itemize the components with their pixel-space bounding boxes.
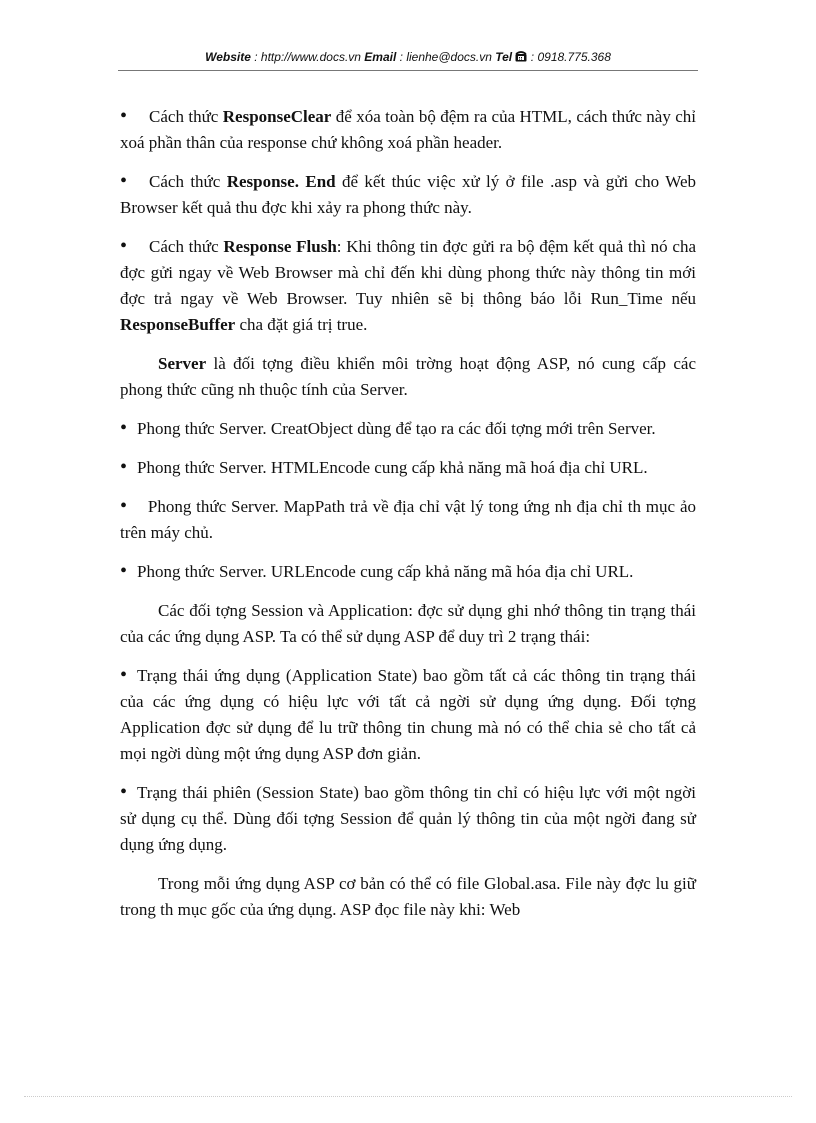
paragraph-text: Trạng thái ứng dụng (Application State) bao gồm tất cả các thông tin trạng thái của các ứng dụng có hiệu lực với tất cả ngời sử dụng ứng dụng. Đối tợng Application đợc sử dụng để lu trữ thông tin chung mà nó có thể chia sẻ cho tất cả mọi ngời dùng một ứng dụng ASP đơn giản.	[120, 666, 696, 763]
email-label: Email	[364, 50, 397, 64]
page-header	[118, 50, 698, 65]
paragraph-text: Cách thức	[149, 172, 227, 191]
footer-divider	[24, 1096, 792, 1097]
paragraph-response-clear: • Cách thức ResponseClear để xóa toàn bộ đệm ra của HTML, cách thức này chỉ xoá phần thân của response chứ không xoá phần header.	[120, 105, 696, 152]
document-body	[120, 104, 696, 923]
paragraph-text: để xóa toàn bộ đệm ra của HTML, cách thức này chỉ xoá phần thân của response chứ không xoá phần header.	[120, 107, 696, 152]
paragraph-text: cha đặt giá trị true.	[235, 315, 368, 334]
tel-label: Tel	[495, 50, 513, 64]
paragraph-text: Trong mỗi ứng dụng ASP cơ bản có thể có file Global.asa. File này đợc lu giữ trong th mục gốc của ứng dụng. ASP đọc file này khi: Web	[120, 874, 696, 919]
paragraph-text: Các đối tợng Session và Application: đợc sử dụng ghi nhớ thông tin trạng thái của các ứng dụng ASP. Ta có thể sử dụng ASP để duy trì 2 trạng thái:	[120, 601, 696, 646]
paragraph-text: : Khi thông tin đợc gửi ra bộ đệm kết quả thì nó cha đợc gửi ngay về Web Browser mà chỉ đến khi dùng phong thức này thông tin mới đợc trả ngay về Web Browser. Tuy nhiên sẽ bị thông báo lỗi Run_Time nếu	[120, 237, 696, 308]
paragraph-urlencode: • Phong thức Server. URLEncode cung cấp khả năng mã hóa địa chỉ URL.	[120, 560, 634, 582]
term-response-flush: Response Flush	[223, 237, 337, 256]
term-response-clear: ResponseClear	[222, 107, 332, 126]
term-response-buffer: ResponseBuffer	[120, 315, 236, 334]
term-server: Server	[158, 354, 207, 373]
paragraph-session-application	[120, 598, 696, 650]
paragraph-session-state: • Trạng thái phiên (Session State) bao gồm thông tin chỉ có hiệu lực với một ngời sử dụng cụ thể. Dùng đối tợng Session để quản lý thông tin của một ngời đang sử dụng ứng dụng.	[120, 781, 696, 854]
website-label: Website	[205, 50, 251, 64]
paragraph-text: để kết thúc việc xử lý ở file .asp và gửi cho Web Browser kết quả thu đợc khi xảy ra phong thức này.	[120, 172, 696, 217]
paragraph-text: Trạng thái phiên (Session State) bao gồm thông tin chỉ có hiệu lực với một ngời sử dụng cụ thể. Dùng đối tợng Session để quản lý thông tin của một ngời đang sử dụng ứng dụng.	[120, 783, 696, 854]
paragraph-response-flush: • Cách thức Response Flush: Khi thông tin đợc gửi ra bộ đệm kết quả thì nó cha đợc gửi ngay về Web Browser mà chỉ đến khi dùng phong thức này thông tin mới đợc trả ngay về Web Browser. Tuy nhiên sẽ bị thông báo lỗi Run_Time nếu ResponseBuffer cha đặt giá trị true.	[120, 235, 696, 334]
paragraph-mappath: • Phong thức Server. MapPath trả về địa chỉ vật lý tong ứng nh địa chỉ th mục ảo trên máy chủ.	[120, 495, 696, 542]
paragraph-creatobject: • Phong thức Server. CreatObject dùng để tạo ra các đối tợng mới trên Server.	[120, 417, 656, 439]
phone-icon	[515, 51, 527, 65]
term-response-end: Response. End	[226, 172, 336, 191]
paragraph-text: là đối tợng điều khiển môi trờng hoạt động ASP, nó cung cấp các phong thức cũng nh thuộc tính của Server.	[120, 354, 696, 399]
paragraph-htmlencode: • Phong thức Server. HTMLEncode cung cấp khả năng mã hoá địa chỉ URL.	[120, 456, 648, 478]
paragraph-text: Phong thức Server. MapPath trả về địa chỉ vật lý tong ứng nh địa chỉ th mục ảo trên máy chủ.	[120, 497, 696, 542]
paragraph-text: Cách thức	[149, 107, 223, 126]
paragraph-response-end: • Cách thức Response. End để kết thúc việc xử lý ở file .asp và gửi cho Web Browser kết quả thu đợc khi xảy ra phong thức này.	[120, 170, 696, 217]
paragraph-text: Phong thức Server. HTMLEncode cung cấp khả năng mã hoá địa chỉ URL.	[137, 458, 648, 477]
email-value: : lienhe@docs.vn	[396, 50, 496, 64]
paragraph-text: Cách thức	[149, 237, 224, 256]
paragraph-text: Phong thức Server. URLEncode cung cấp khả năng mã hóa địa chỉ URL.	[137, 562, 634, 581]
paragraph-global-asa	[120, 871, 696, 923]
tel-value: : 0918.775.368	[527, 50, 611, 64]
paragraph-text: Phong thức Server. CreatObject dùng để tạo ra các đối tợng mới trên Server.	[137, 419, 656, 438]
paragraph-server	[120, 351, 696, 403]
header-divider	[118, 70, 698, 71]
paragraph-application-state: • Trạng thái ứng dụng (Application State) bao gồm tất cả các thông tin trạng thái của các ứng dụng có hiệu lực với tất cả ngời sử dụng ứng dụng. Đối tợng Application đợc sử dụng để lu trữ thông tin chung mà nó có thể chia sẻ cho tất cả mọi ngời dùng một ứng dụng ASP đơn giản.	[120, 664, 696, 763]
website-value: : http://www.docs.vn	[250, 50, 365, 64]
